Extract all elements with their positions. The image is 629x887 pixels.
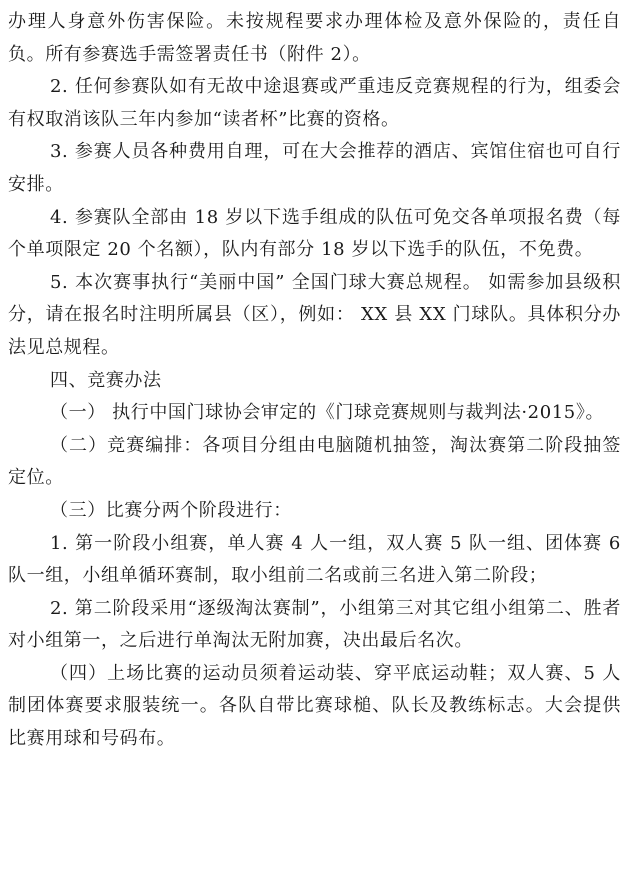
paragraph-rule-4: 4. 参赛队全部由 18 岁以下选手组成的队伍可免交各单项报名费（每个单项限定 20 个名额），队内有部分 18 岁以下选手的队伍，不免费。 [8, 206, 621, 261]
paragraph-rule-3: 3. 参赛人员各种费用自理，可在大会推荐的酒店、宾馆住宿也可自行安排。 [8, 141, 621, 195]
paragraph-insurance-continued: 办理人身意外伤害保险。未按规程要求办理体检及意外保险的，责任自负。所有参赛选手需签署责任书（附件 2）。 [8, 11, 621, 65]
paragraph-method-1: （一） 执行中国门球协会审定的《门球竞赛规则与裁判法·2015》。 [50, 402, 605, 424]
paragraph-method-2: （二）竞赛编排：各项目分组由电脑随机抽签，淘汰赛第二阶段抽签定位。 [8, 434, 621, 489]
paragraph-rule-5: 5. 本次赛事执行“美丽中国” 全国门球大赛总规程。 如需参加县级积分，请在报名时注明所属县（区），例如： XX 县 XX 门球队。具体积分办法见总规程。 [8, 271, 621, 358]
paragraph-method-4: （四）上场比赛的运动员须着运动装、穿平底运动鞋；双人赛、5 人制团体赛要求服装统一。各队自带比赛球槌、队长及教练标志。大会提供比赛用球和号码布。 [8, 662, 621, 750]
paragraph-stage-1: 1. 第一阶段小组赛，单人赛 4 人一组，双人赛 5 队一组、团体赛 6 队一组，小组单循环赛制，取小组前二名或前三名进入第二阶段； [8, 532, 621, 587]
section-heading-competition-method: 四、竞赛办法 [50, 369, 162, 391]
paragraph-rule-2: 2. 任何参赛队如有无故中途退赛或严重违反竞赛规程的行为，组委会有权取消该队三年内参加“读者杯”比赛的资格。 [8, 76, 621, 130]
paragraph-stage-2: 2. 第二阶段采用“逐级淘汰赛制”，小组第三对其它组小组第二、胜者对小组第一，之后进行单淘汰无附加赛，决出最后名次。 [8, 597, 621, 652]
paragraph-method-3: （三）比赛分两个阶段进行： [50, 499, 292, 521]
